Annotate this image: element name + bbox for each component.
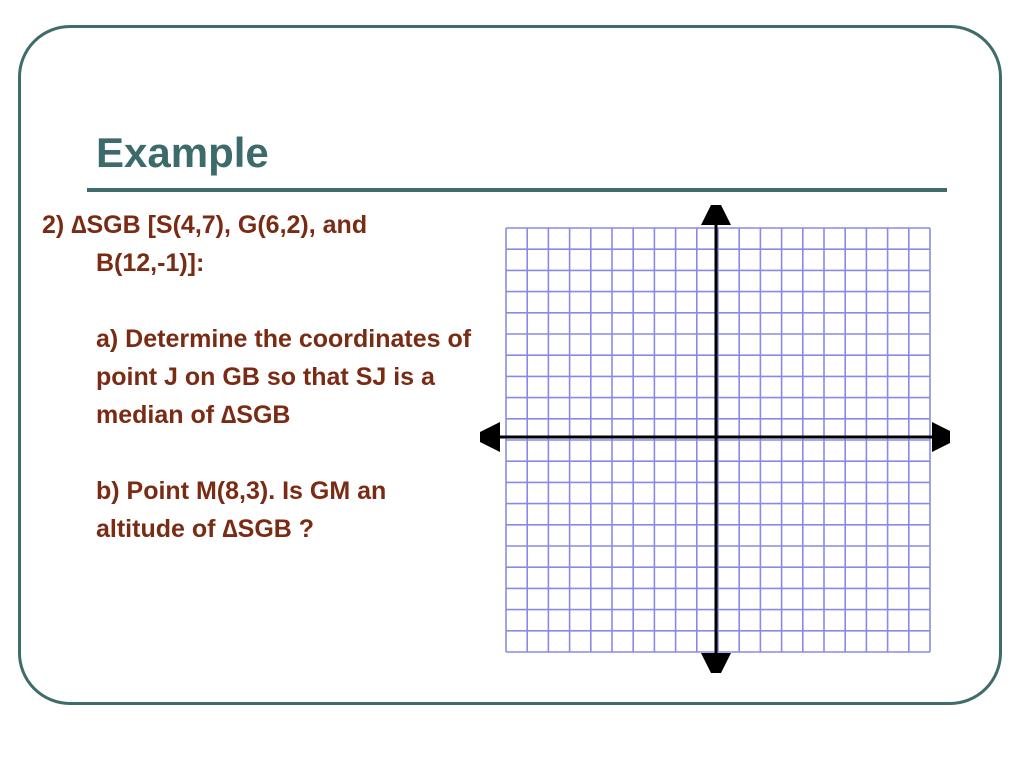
coordinate-plane <box>480 205 950 673</box>
part-a: a) Determine the coordinates of point J on GB so that SJ is a median of ∆SGB <box>96 325 472 429</box>
part-b: b) Point M(8,3). Is GM an altitude of ∆SGB ? <box>96 477 387 543</box>
problem-text <box>42 206 482 548</box>
title-underline <box>87 188 947 192</box>
triangle-definition: ∆SGB [S(4,7), G(6,2), and B(12,-1)]: <box>71 211 368 277</box>
problem-number: 2) <box>42 211 65 239</box>
problem-statement <box>42 206 482 282</box>
grid-lines <box>506 228 930 652</box>
coordinate-grid <box>480 205 950 673</box>
slide-title: Example <box>96 129 269 176</box>
